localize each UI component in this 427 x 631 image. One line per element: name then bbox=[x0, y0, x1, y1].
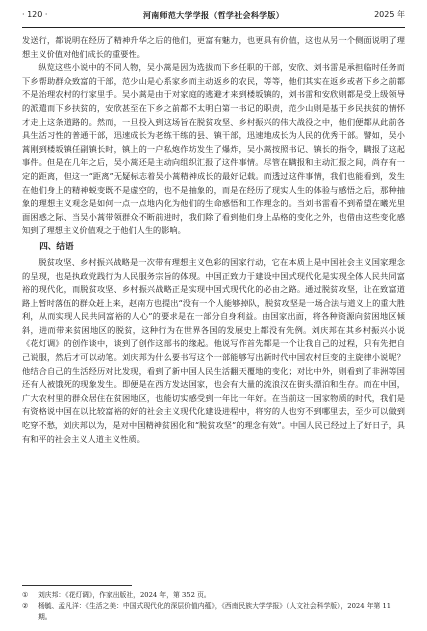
footnote bbox=[22, 590, 405, 601]
running-header bbox=[22, 8, 405, 22]
footnote-mark: ① bbox=[22, 591, 29, 599]
journal-title: 河南师范大学学报（哲学社会科学版） bbox=[142, 10, 285, 20]
publication-year: 2025 年 bbox=[374, 10, 405, 19]
paragraph: 发送行，都说明在经历了精神升华之后的他们，更富有魅力，也更具有价值，这也从另一个侧面说明了理想主义价值对他们成长的重要性。 bbox=[22, 35, 405, 59]
footnote-text: 刘庆邦：《花灯调》，作家出版社，2024 年，第 352 页。 bbox=[38, 591, 211, 599]
footnote-mark: ② bbox=[22, 602, 29, 610]
paragraph: 脱贫攻坚、乡村振兴战略是一次带有理想主义色彩的国家行动，它在本质上是中国社会主义国家理念的呈现，也是执政党践行为人民服务宗旨的体现。中国正致力于建设中国式现代化是实现全体人民共同富裕的现代化，而脱贫攻坚、乡村振兴战略正是实现中国式现代化的必由之路。通过脱贫攻坚，让在致富道路上暂时落伍的群众赶上来，赵南方也提出“没有一个人能够掉队，脱贫攻坚是一场合法与道义上的重大胜利，从而实现人民共同富裕的人心”的要求是在一部分自身利益。由国家出面，将各种资源向贫困地区倾斜，进而带来贫困地区的脱贫，这种行为在世界各国的发展史上都没有先例。刘庆邦在其乡村振兴小说《花灯调》的创作谈中，谈到了创作这部书的缘起。他说写作首先都是一个让我自己的过程，只有先把自己说服，然后才可以动笔。刘庆邦为什么要书写这个一部能够写出新时代中国农村巨变的主旋律小说呢？他结合自己的生活经历对比发现，看到了新中国人民生活翻天覆地的变化；对比中外，则看到了非洲等国还有人被饿死的现象发生。即便是在西方发达国家，也会有大量的流浪汉在街头漂泊和生存。而在中国，广大农村里的群众居住在贫困地区，也能切实感受到一年比一年好。在当前这一国家物质的时代，我们是有资格说中国在以比较富裕的好的社会主义现代化建设进程中，将穷的人也穷不到哪里去，至少可以做到吃穿不愁，刘庆邦以为，是对中国精神贫困化和“脱贫攻坚”的理念有效”。中国人民已经过上了好日子，具有和平的社会主义人道主义性质。 bbox=[22, 256, 405, 444]
footnote-text: 杨毓、孟凡洋：《生活之美：中国式现代化的深层价值内蕴》，《西南民族大学学报》（人文社会科学版），2024 年第 11 期。 bbox=[38, 602, 392, 621]
footnote bbox=[22, 601, 405, 623]
paragraph: 纵览这些小说中的不同人物，吴小蒿是因为选拔而下乡任职的干部，安欣、刘书雷是承担临时任务而下乡帮助群众致富的干部，范少山是心系家乡而主动返乡的农民，等等，他们其实在返乡或者下乡之前都不是治理农村的行家里手。吴小蒿是由于对家庭的逃避才来到楼坂镇的，刘书雷和安欣则都是受上级领导的派遣而下乡扶贫的，安欣甚至在下乡之前都不太明白第一书记的职责，范少山则是基于乡民扶贫的情怀才走上这条道路的。然而，一旦投入到这场旨在脱贫攻坚、乡村振兴的伟大战役之中，他们便都从此前各具生活习性的普通干部，迅速成长为老练干练的县、镇干部，迅速地成长为人民的优秀干部。譬如，吴小蒿刚到楼坂镇任副镇长时，镇上的一户私炮作坊发生了爆炸，吴小蒿按照书记、镇长的指令，瞒报了这起事件。但是在几年之后，吴小蒿还是主动向组织汇报了这件事情。尽管在瞒报和主动汇报之间，尚存有一定的距离，但这一“距离”无疑标志着吴小蒿精神成长的最好记载。而透过这件事情，我们也能看到，发生在他们身上的精神蜕变既不是虚空的，也不是抽象的，而是在经历了现实人生的体验与感悟之后，那种抽象的理想主义观念是如何一点一点地内化为他们的生命感悟和工作理念的。当刘书雷看不到希望在曦光里面困惑之际、当吴小蒿带领群众不断前进时，我们除了看到他们身上品格的变化之外，也借由这些变化感知到了理想主义价值观之于他们人生的影响。 bbox=[22, 62, 405, 236]
article-body bbox=[22, 34, 405, 446]
footnotes bbox=[22, 590, 405, 623]
page-number: · 120 · bbox=[22, 10, 48, 19]
section-heading: 四、结语 bbox=[39, 241, 74, 252]
footnote-rule bbox=[22, 585, 132, 586]
header-rule bbox=[22, 27, 405, 28]
